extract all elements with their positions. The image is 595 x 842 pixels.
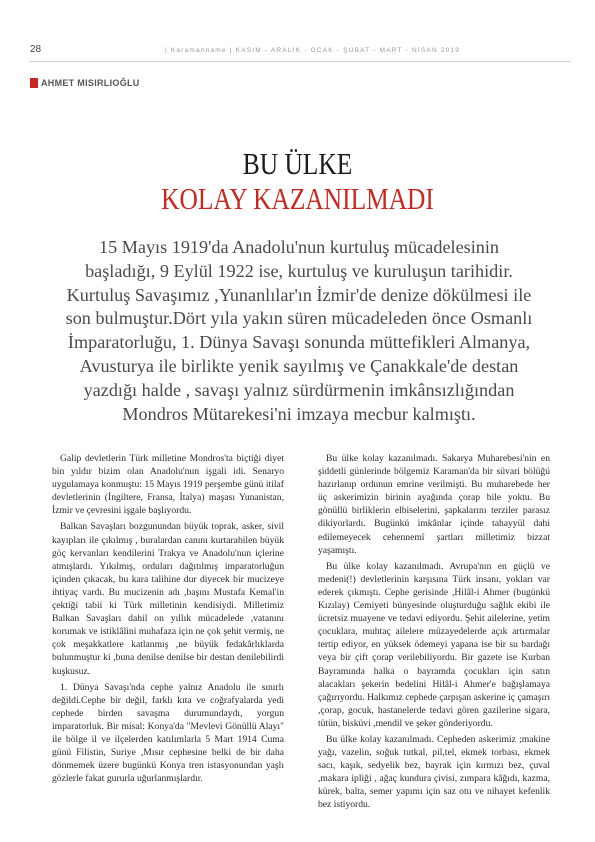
article-title-line-2: KOLAY KAZANILMADI xyxy=(161,181,434,216)
body-paragraph: Galip devletlerin Türk milletine Mondros'ta biçtiği diyet bin yıldır bizim olan Anadolu'nun işgali idi. Senaryo uygulamaya konmuştu: 15 Mayıs 1919 perşembe günü itilaf devletlerinin (İngiltere, Fransa, İtalya) maşası Yunanistan, İzmir ve çevresini işgale başlıyordu. xyxy=(52,453,284,517)
body-paragraph: Balkan Savaşları bozgunundan büyük toprak, asker, sivil kayıpları ile çıkılmış , buralardan canını kurtarabilen büyük göç kervanları kendilerini Trakya ve Anadolu'nun içlerine atmışlardı. Yıkılmış, orduları dağıtılmış imparatorluğun içinden çıkacak, bu kara talihine dur diyecek bir mucizeye ihtiyaç vardı. Bu mucizenin adı ,başını Mustafa Kemal'in çektiği tabii ki Türk milletinin kendisiydi. Milletimiz Balkan Savaşları dahil on yıllık mücadelede ,vatanını korumak ve istiklâlini muhafaza için ne çok şehit vermiş, ne çok meşakkatlere katlanmış ,ne büyük fedakârlıklarda bulunmuştur ki ,buna denilse denilse bir destan denilebilirdi kuşkusuz. xyxy=(52,521,284,677)
body-column-right xyxy=(318,452,550,815)
lead-line: Avusturya ile birlikte yenik sayılmış ve Çanakkale'de destan xyxy=(79,355,519,376)
author-name: AHMET MISIRLIOĞLU xyxy=(41,78,140,88)
lead-line: Mondros Mütarekesi'ni imzaya mecbur kalmıştı. xyxy=(122,403,476,424)
author-marker xyxy=(30,78,38,88)
lead-line: İmparatorluğu, 1. Dünya Savaşı sonunda müttefikleri Almanya, xyxy=(67,332,531,353)
body-paragraph: Bu ülke kolay kazanılmadı. Sakarya Muharebesi'nin en şiddetli günlerinde bölgemiz Karaman'da bir süvari bölüğü hazırlanıp ordunun emrine verilmişti. Bu muharebede her üç askerimizin birinin ayağında çorap bile yoktu. Bu gönüllü birliklerin elbiselerini, şapkalarını terziler parasız dikiyorlardı. Bugünkü imkânlar içinde tahayyül dahi edilemeyecek cehennemî şartları milletimiz bizzat yaşamıştı. xyxy=(318,453,550,556)
lead-line: Kurtuluş Savaşımız ,Yunanlılar'ın İzmir'de denize dökülmesi ile xyxy=(66,284,532,305)
body-paragraph: 1. Dünya Savaşı'nda cephe yalnız Anadolu ile sınırlı değildi.Cephe bir değil, farklı kıta ve coğrafyalarda yedi cephede birden savaşma durumundaydı, yorgun imparatorluk. Bir misal: Konya'da "Mevlevi Gönüllü Alayı" ile bölge il ve ilçelerden katılımlarla 5 Mart 1914 Cuma günü Filistin, Suriye ,Mısır cephesine belki de bir daha dönmemek üzere bugünkü Konya tren istasyonundan yaşlı gözlerle fakat gururla uğurlanmışlardır. xyxy=(52,681,284,785)
header-divider xyxy=(30,61,570,62)
lead-line: başladığı, 9 Eylül 1922 ise, kurtuluş ve kuruluşun tarihidir. xyxy=(85,260,513,281)
page-header xyxy=(30,42,570,56)
body-paragraph: Bu ülke kolay kazanılmadı. Cepheden askerimiz ;makine yağı, vazelin, soğuk tutkal, pil,tel, ekmek torbası, ekmek sacı, kaşık, sedyelik bez, bayrak için kırmızı bez, çuval ,makara ipliği , ağaç kundura çivisi, zımpara kâğıdı, kazma, kürek, balta, semer yapımı için saz otu ve nihayet kefenlik bez istiyordu. xyxy=(318,733,550,811)
body-paragraph: Bu ülke kolay kazanılmadı. Avrupa'nın en güçlü ve medeni(!) devletlerinin karşısına Türk insanı, yokları var ederek çıkmıştı. Cephe gerisinde ,Hilâl-i Ahmer (bugünkü Kızılay) Cemiyeti bünyesinde oluşturduğu sağlık ekibi ile ücretsiz muayene ve tedavi ediyordu. Şehit ailelerine, yetim çocuklara, muhtaç ailelere müzayedelerde açık artırmalar tertip ediyor, en yüksek ödemeyi yapana ise bir su bardağı veya bir çift çorap verilebiliyordu. Bir gazete ise Kurban Bayramında halka o bayramda çocukları için satın alacakları şekerin bedelini Hilâl-i Ahmer'e bağışlamaya çağırıyordu. Halkımız cephede çarpışan askerine iç çamaşırı ,çorap, gocuk, hastanelerde tedavi gören gazilerine sigara, tütün, bisküvi ,mendil ve şeker gönderiyordu. xyxy=(318,560,550,729)
lead-line: yazdığı halde , savaşı yalnız sürdürmenin imkânsızlığından xyxy=(83,379,515,400)
header-issue-line: | Karamanname | KASIM - ARALIK - OCAK - ŞUBAT - MART - NİSAN 2019 xyxy=(165,47,461,54)
lead-line: 15 Mayıs 1919'da Anadolu'nun kurtuluş mücadelesinin xyxy=(98,237,500,257)
page-number: 28 xyxy=(30,44,42,55)
article-title-line-1: BU ÜLKE xyxy=(242,146,353,181)
article-lead xyxy=(60,236,538,426)
lead-line: son bulmuştur.Dört yıla yakın süren mücadeleden önce Osmanlı xyxy=(65,308,533,329)
body-column-left xyxy=(52,452,284,788)
